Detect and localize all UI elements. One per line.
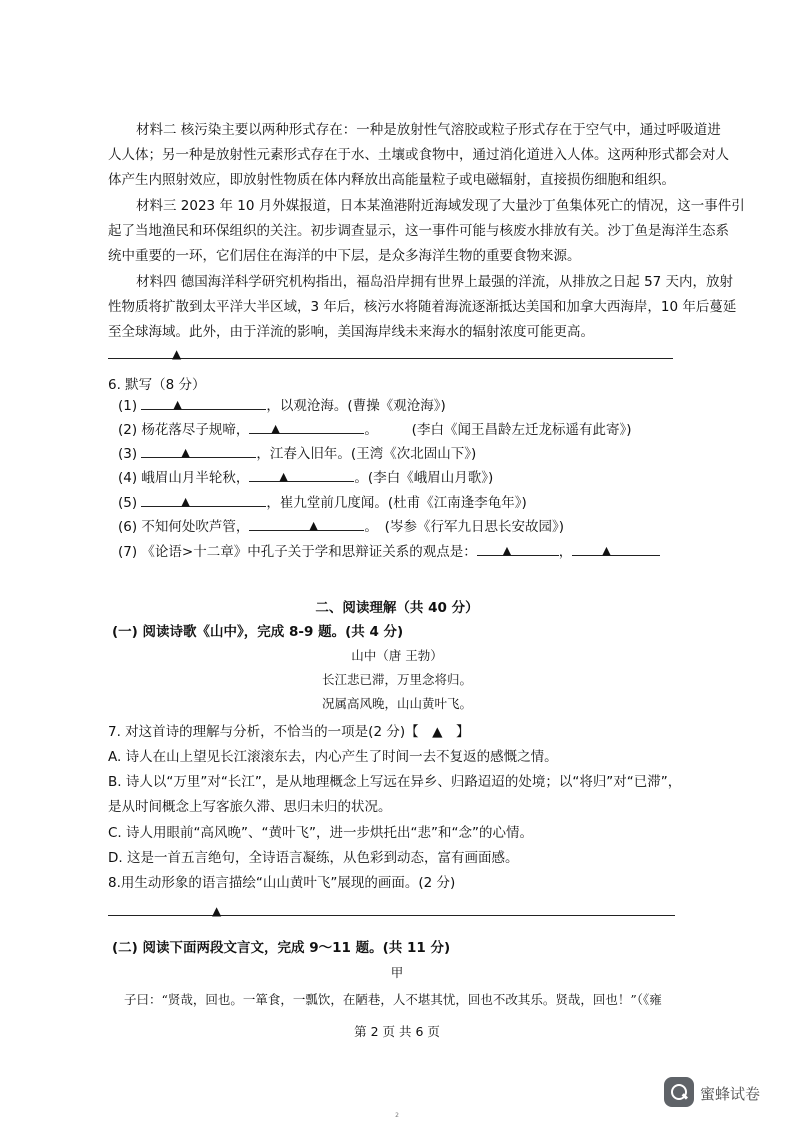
analects-quote: 子曰：“贤哉，回也。一箪食，一瓢饮，在陋巷，人不堪其忧，回也不改其乐。贤哉，回也！”（《雍 <box>124 992 662 1007</box>
tiny-mark: 2 <box>395 1112 399 1119</box>
q7-option-c: C. 诗人用眼前“高风晚”、“黄叶飞”，进一步烘托出“悲”和“念”的心情。 <box>108 825 533 841</box>
blank-field[interactable]: ▲ <box>572 541 660 556</box>
material-three-line: 统中重要的一环，它们居住在海洋的中下层，是众多海洋生物的重要食物来源。 <box>108 248 581 264</box>
blank-field[interactable]: ▲ <box>249 516 364 531</box>
q6-item-3: (3) ▲ ，江春入旧年。(王湾《次北固山下》) <box>118 443 476 464</box>
q6-item-7: (7) 《论语>十二章》中孔子关于学和思辩证关系的观点是： ▲ ， ▲ <box>118 541 660 562</box>
blank-field[interactable]: ▲ <box>141 443 256 458</box>
material-two-line: 材料二 核污染主要以两种形式存在：一种是放射性气溶胶或粒子形式存在于空气中，通过呼吸道进 <box>136 122 721 138</box>
q6-item-6: (6) 不知何处吹芦管， ▲ 。 (岑参《行军九日思长安故园》) <box>118 516 564 537</box>
brand-name: 蜜蜂试卷 <box>700 1085 761 1103</box>
blank-field[interactable]: ▲ <box>249 467 354 482</box>
q6-item-1: (1) ▲ ，以观沧海。(曹操《观沧海》) <box>118 395 446 416</box>
answer-line[interactable] <box>108 358 673 359</box>
q7-option-a: A. 诗人在山上望见长江滚滚东去，内心产生了时间一去不复返的感慨之情。 <box>108 749 558 765</box>
q6-item-4: (4) 峨眉山月半轮秋， ▲ 。(李白《峨眉山月歌》) <box>118 467 493 488</box>
text-jia: 甲 <box>390 965 404 980</box>
q8-title: 8.用生动形象的语言描绘“山山黄叶飞”展现的画面。(2 分) <box>108 875 456 891</box>
answer-mark: ▲ <box>212 904 222 918</box>
q7-title: 7. 对这首诗的理解与分析，不恰当的一项是(2 分)【 ▲ 】 <box>108 724 470 740</box>
page-number: 第 2 页 共 6 页 <box>354 1024 440 1039</box>
material-two-line: 人人体；另一种是放射性元素形式存在于水、土壤或食物中，通过消化道进入人体。这两种形式都会对人 <box>108 147 729 163</box>
blank-field[interactable]: ▲ <box>249 419 364 434</box>
answer-mark: ▲ <box>172 347 182 361</box>
poem-line: 长江悲已滞，万里念将归。 <box>321 672 472 687</box>
material-three-line: 材料三 2023 年 10 月外媒报道，日本某渔港附近海域发现了大量沙丁鱼集体死亡的情况，这一事件引 <box>136 198 745 214</box>
material-three-line: 起了当地渔民和环保组织的关注。初步调查显示，这一事件可能与核废水排放有关。沙丁鱼是海洋生态系 <box>108 223 729 239</box>
q6-title: 6. 默写（8 分） <box>108 377 206 393</box>
material-three <box>108 194 745 269</box>
material-four-line: 材料四 德国海洋科学研究机构指出，福岛沿岸拥有世界上最强的洋流，从排放之日起 57 天内，放射 <box>136 274 734 290</box>
blank-field[interactable]: ▲ <box>141 395 266 410</box>
blank-field[interactable]: ▲ <box>141 492 266 507</box>
q7-option-d: D. 这是一首五言绝句，全诗语言凝练，从色彩到动态，富有画面感。 <box>108 850 519 866</box>
part-one-title: (一) 阅读诗歌《山中》，完成 8-9 题。(共 4 分) <box>112 624 404 640</box>
material-two-line: 体产生内照射效应，即放射性物质在体内释放出高能量粒子或电磁辐射，直接损伤细胞和组织。 <box>108 172 675 188</box>
material-four <box>108 270 737 345</box>
brand-logo-icon <box>664 1077 694 1107</box>
material-four-line: 性物质将扩散到太平洋大半区域，3 年后，核污水将随着海流逐渐抵达美国和加拿大西海岸，10 年后蔓延 <box>108 299 737 315</box>
material-two <box>108 118 729 193</box>
answer-line[interactable] <box>108 915 675 916</box>
poem-line: 况属高风晚，山山黄叶飞。 <box>321 696 472 711</box>
poem-title: 山中（唐 王勃） <box>351 648 443 663</box>
part-two-title: (二) 阅读下面两段文言文，完成 9～11 题。(共 11 分) <box>112 940 451 956</box>
section-title: 二、阅读理解（共 40 分） <box>315 600 479 616</box>
blank-field[interactable]: ▲ <box>477 541 559 556</box>
material-four-line: 至全球海域。此外，由于洋流的影响，美国海岸线未来海水的辐射浓度可能更高。 <box>108 324 594 340</box>
q6-item-2: (2) 杨花落尽子规啼， ▲ 。 (李白《闻王昌龄左迁龙标遥有此寄》) <box>118 419 631 440</box>
q6-item-5: (5) ▲ ，崔九堂前几度闻。(杜甫《江南逢李龟年》) <box>118 492 527 513</box>
q7-option-b: B. 诗人以“万里”对“长江”，是从地理概念上写远在异乡、归路迢迢的处境；以“将归”对“已滞”， <box>108 774 682 790</box>
q7-option-b-cont: 是从时间概念上写客旅久滞、思归未归的状况。 <box>108 799 392 815</box>
